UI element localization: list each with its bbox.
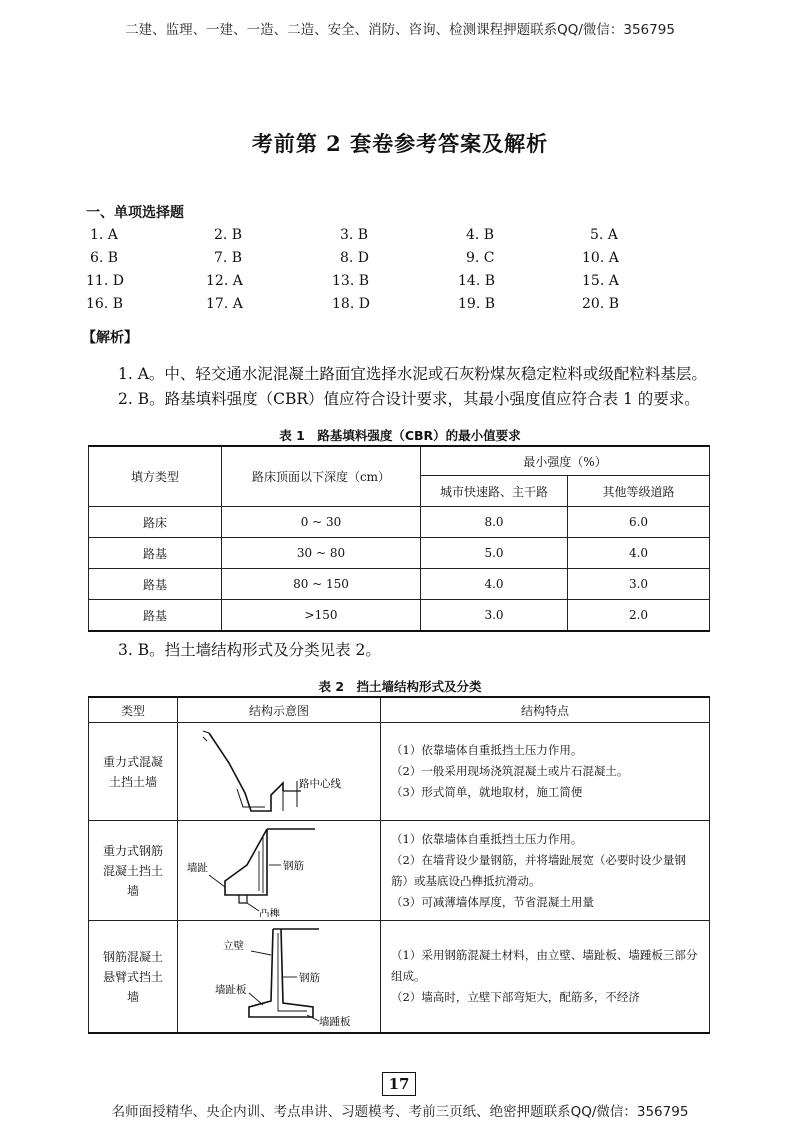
feature-line: （1）采用钢筋混凝土材料，由立壁、墙趾板、墙踵板三部分组成。	[391, 948, 698, 983]
table1-cell: 路基	[89, 569, 222, 600]
table1-cell: 8.0	[421, 507, 568, 538]
table1-cell: 4.0	[568, 538, 710, 569]
cantilever-wall-diagram	[179, 921, 379, 1029]
answer-item: 13. B	[332, 273, 370, 289]
answer-item: 19. B	[458, 296, 496, 312]
table1-cell: 6.0	[568, 507, 710, 538]
page-title: 考前第 2 套卷参考答案及解析	[251, 131, 549, 156]
table-row	[89, 723, 710, 821]
table1-header-type: 填方类型	[89, 446, 222, 507]
answer-row	[86, 250, 646, 273]
explanation-3: 3. B。挡土墙结构形式及分类见表 2。	[118, 641, 381, 659]
answer-item: 1. A	[90, 227, 118, 243]
diagram-reinforced-gravity-wall	[178, 821, 381, 921]
table1-header-urban: 城市快速路、主干路	[421, 476, 568, 507]
answer-row	[86, 273, 646, 296]
table2-header-diagram: 结构示意图	[178, 697, 381, 723]
gravity-wall-diagram	[179, 723, 379, 817]
diagram-cantilever-wall	[178, 921, 381, 1034]
diagram-label: 墙趾板	[215, 984, 247, 996]
answer-item: 16. B	[86, 296, 124, 312]
header-banner: 二建、监理、一建、一造、二造、安全、消防、咨询、检测课程押题联系QQ/微信：356795	[125, 22, 675, 38]
feature-line: （2）在墙背设少量钢筋，并将墙趾展宽（必要时设少量钢筋）或基底设凸榫抵抗滑动。	[391, 852, 686, 888]
table2-header-type: 类型	[89, 697, 178, 723]
table1-cell: 3.0	[421, 600, 568, 632]
answer-item: 15. A	[582, 273, 619, 289]
feature-line: （2）墙高时，立壁下部弯矩大，配筋多，不经济	[391, 990, 640, 1004]
diagram-label: 墙趾	[187, 862, 208, 874]
table1-cell: 3.0	[568, 569, 710, 600]
diagram-label: 凸榫	[259, 908, 280, 917]
table1-cell: 0 ~ 30	[222, 507, 421, 538]
answer-row	[86, 296, 646, 319]
explanation-2: 2. B。路基填料强度（CBR）值应符合设计要求，其最小强度值应符合表 1 的要求。	[118, 390, 700, 408]
answer-item: 5. A	[590, 227, 618, 243]
answer-item: 14. B	[458, 273, 496, 289]
table2-header-feature: 结构特点	[381, 697, 710, 723]
answer-row	[86, 227, 646, 250]
table-row	[89, 821, 710, 921]
section-heading-single-choice: 一、单项选择题	[86, 205, 184, 221]
feature-line: （3）形式简单，就地取材，施工简便	[391, 785, 583, 799]
diagram-label: 立壁	[223, 940, 244, 952]
table-row	[89, 921, 710, 1034]
analysis-heading: 【解析】	[82, 330, 138, 346]
table1-header-depth: 路床顶面以下深度（cm）	[222, 446, 421, 507]
table1-cell: 5.0	[421, 538, 568, 569]
table2-type: 重力式混凝土挡土墙	[89, 723, 178, 821]
page-number: 17	[382, 1072, 416, 1096]
answer-item: 20. B	[582, 296, 620, 312]
diagram-label: 钢筋	[283, 860, 304, 872]
table1-header-min-strength: 最小强度（%）	[421, 446, 710, 476]
table-cbr-minimum	[88, 445, 710, 632]
table1-cell: 路基	[89, 538, 222, 569]
answer-item: 17. A	[206, 296, 243, 312]
table1-cell: >150	[222, 600, 421, 632]
table1-cell: 4.0	[421, 569, 568, 600]
footer-banner: 名师面授精华、央企内训、考点串讲、习题模考、考前三页纸、绝密押题联系QQ/微信：356795	[111, 1104, 689, 1120]
table2-features	[381, 921, 710, 1034]
table2-type: 钢筋混凝土悬臂式挡土墙	[89, 921, 178, 1034]
answer-item: 8. D	[340, 250, 370, 266]
table1-caption: 表 1 路基填料强度（CBR）的最小值要求	[279, 428, 521, 443]
explanation-1: 1. A。中、轻交通水泥混凝土路面宜选择水泥或石灰粉煤灰稳定粒料或级配粒料基层。	[118, 365, 707, 383]
table-row	[89, 569, 710, 600]
table1-cell: 80 ~ 150	[222, 569, 421, 600]
table1-header-other: 其他等级道路	[568, 476, 710, 507]
table2-features	[381, 723, 710, 821]
answer-grid	[86, 227, 646, 319]
diagram-label: 墙踵板	[319, 1016, 351, 1028]
diagram-gravity-wall	[178, 723, 381, 821]
answer-item: 18. D	[332, 296, 370, 312]
answer-item: 6. B	[90, 250, 119, 266]
table2-features	[381, 821, 710, 921]
answer-item: 7. B	[214, 250, 243, 266]
table-row	[89, 600, 710, 632]
table2-caption: 表 2 挡土墙结构形式及分类	[318, 679, 482, 694]
answer-item: 12. A	[206, 273, 243, 289]
answer-item: 11. D	[86, 273, 124, 289]
answer-item: 4. B	[466, 227, 495, 243]
table-row	[89, 507, 710, 538]
diagram-label: 钢筋	[299, 972, 320, 984]
feature-line: （3）可减薄墙体厚度，节省混凝土用量	[391, 894, 594, 909]
diagram-label: 路中心线	[299, 778, 341, 790]
answer-item: 3. B	[340, 227, 369, 243]
feature-line: （2）一般采用现场浇筑混凝土或片石混凝土。	[391, 764, 629, 778]
answer-item: 10. A	[582, 250, 619, 266]
feature-line: （1）依靠墙体自重抵挡土压力作用。	[391, 831, 583, 846]
table1-cell: 2.0	[568, 600, 710, 632]
answer-item: 2. B	[214, 227, 243, 243]
reinforced-wall-diagram	[179, 821, 379, 917]
feature-line: （1）依靠墙体自重抵挡土压力作用。	[391, 743, 583, 757]
answer-item: 9. C	[466, 250, 495, 266]
table-row	[89, 538, 710, 569]
table1-cell: 30 ~ 80	[222, 538, 421, 569]
table1-cell: 路床	[89, 507, 222, 538]
table1-cell: 路基	[89, 600, 222, 632]
table2-type: 重力式钢筋混凝土挡土墙	[89, 821, 178, 921]
table-retaining-wall	[88, 696, 710, 1034]
